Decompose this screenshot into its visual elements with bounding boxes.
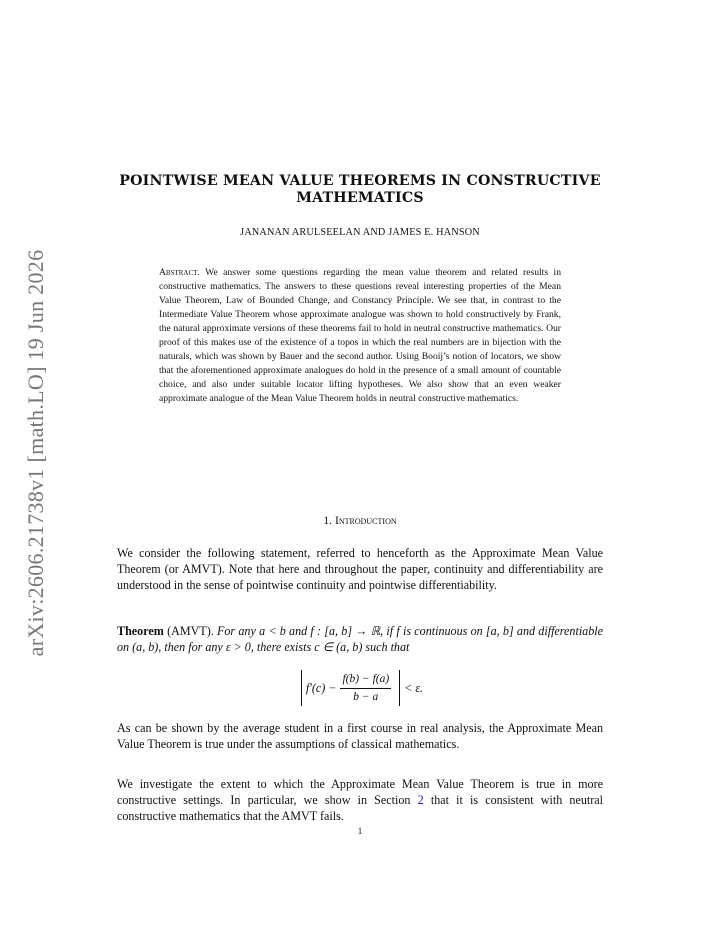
abstract-text: We answer some questions regarding the mean value theorem and related results in constructive mathematics. The answers to these questions reveal interesting properties of the Mean Value Theorem, Law of Bounded Change, and Constancy Principle. We see that, in contrast to the Intermediate Value Theorem whose approximate analogue was shown to hold constructively by Frank, the natural approximate versions of these theorems fail to hold in neutral constructive mathematics. Our proof of this makes use of the existence of a topos in which the real numbers are in bijection with the naturals, which was shown by Bauer and the second author. Using Booij’s notion of locators, we show that the aforementioned approximate analogues do hold in the presence of a small amount of countable choice, and also under suitable locator lifting hypotheses. We also show that an even weaker approximate analogue of the Mean Value Theorem holds in neutral constructive mathematics. (159, 267, 561, 404)
theorem-tag: (AMVT). (167, 624, 214, 638)
fraction-denominator: b − a (353, 690, 379, 703)
page-number: 1 (357, 826, 363, 836)
amvt-equation (117, 668, 603, 708)
fraction-numerator: f(b) − f(a) (340, 672, 391, 689)
intro-paragraph-1: We consider the following statement, referred to henceforth as the Approximate Mean Value Theorem (or AMVT). Note that here and throughout the paper, continuity and differentiability are understood in the sense of pointwise continuity and pointwise differentiability. (117, 546, 603, 592)
theorem-amvt (117, 623, 603, 655)
section-reference-link[interactable]: 2 (417, 793, 424, 807)
para3-before: We investigate the extent to which the Approximate Mean Value Theorem is true in more constructive settings. In particular, we show in Section (117, 777, 603, 807)
theorem-name: Theorem (117, 624, 164, 638)
section-number: 1. (323, 514, 333, 527)
paper-authors: JANANAN ARULSEELAN AND JAMES E. HANSON (240, 227, 480, 238)
abstract (159, 266, 561, 406)
equation-lhs: f′(c) − (305, 680, 337, 695)
equation-fraction (340, 672, 391, 705)
section-heading (117, 514, 603, 527)
intro-paragraph-3 (117, 776, 603, 824)
abs-bar-right (399, 670, 400, 706)
arxiv-identifier-sidebar (16, 248, 56, 658)
theorem-statement: For any a < b and f : [a, b] → ℝ, if f is continuous on [a, b] and differentiable on (a, b), then for any ε > 0, there exists c ∈ (a, b) such that (117, 624, 604, 654)
paper-title: POINTWISE MEAN VALUE THEOREMS IN CONSTRUCTIVE MATHEMATICS (119, 173, 601, 206)
intro-paragraph-2: As can be shown by the average student in a first course in real analysis, the Approximate Mean Value Theorem is true under the assumptions of classical mathematics. (117, 721, 603, 751)
section-title: Introduction (334, 514, 397, 527)
abs-bar-left (301, 670, 302, 706)
abstract-label: Abstract. (159, 267, 200, 278)
para3-after: that it is consistent with neutral constructive mathematics that the AMVT fails. (117, 793, 603, 823)
arxiv-identifier: arXiv:2606.21738v1 [math.LO] 19 Jun 2026 (23, 249, 48, 657)
equation-rhs: < ε. (404, 680, 424, 695)
